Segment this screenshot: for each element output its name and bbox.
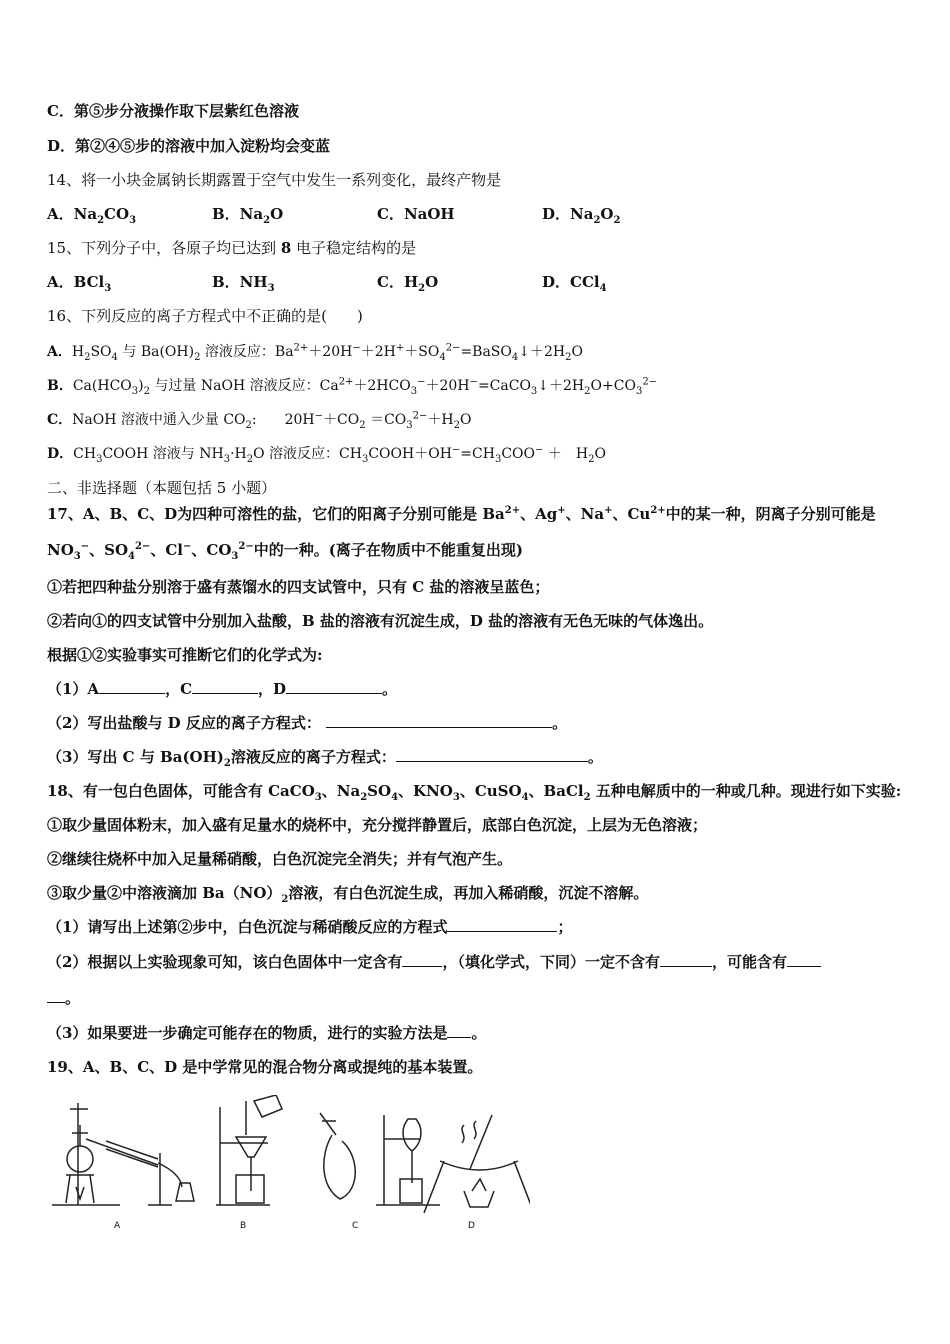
- answer-blank[interactable]: [787, 952, 821, 967]
- q18-step-3: ③取少量②中溶液滴加 $Ba(NO)_2$溶液，有白色沉淀生成，再加入稀硝酸，沉淀不溶解。: [47, 884, 649, 905]
- caption-c: C: [352, 1221, 359, 1231]
- q17-part-2: （2）写出盐酸与 D 反应的离子方程式： 。: [47, 714, 568, 732]
- evaporation-apparatus: [424, 1115, 530, 1213]
- q18-step-1: ①取少量固体粉末，加入盛有足量水的烧杯中，充分搅拌静置后，底部白色沉淀，上层为无色溶液；: [47, 816, 708, 834]
- q17-part-3: （3）写出 C 与 $Ba(OH)_2$溶液反应的离子方程式： 。: [47, 748, 603, 769]
- q14-option-c: C．NaOH: [377, 205, 455, 223]
- q13-option-c: C．第⑤步分液操作取下层紫红色溶液: [47, 102, 299, 120]
- q18-part-1: （1）请写出上述第②步中，白色沉淀与稀硝酸反应的方程式 ；: [47, 918, 573, 936]
- q18-part-2-cont: 。: [47, 988, 80, 1008]
- q15-option-d: D．CCl$_4$: [542, 273, 607, 294]
- answer-blank[interactable]: [326, 713, 552, 728]
- q15-options: [47, 272, 927, 292]
- q17-instruction: 根据①②实验事实可推断它们的化学式为:: [47, 646, 323, 664]
- distillation-apparatus: [52, 1103, 194, 1205]
- answer-blank[interactable]: [47, 988, 65, 1003]
- q16-option-a: A．$H_2SO_4$ 与 $Ba(OH)_2$ 溶液反应：$Ba^{2+}+20H^-+2H^++SO_4^{2-}=BaSO_4↓+2H_2O$: [47, 342, 583, 363]
- q19-stem: 19、A、B、C、D 是中学常见的混合物分离或提纯的基本装置。: [47, 1058, 483, 1076]
- q17-condition-2: ②若向①的四支试管中分别加入盐酸，B 盐的溶液有沉淀生成，D 盐的溶液有无色无味的气体逸出。: [47, 612, 714, 630]
- q17-stem-line2: $NO_3^-$、$SO_4^{2-}$、Cl−、$CO_3^{2-}$中的一种。(离子在物质中不能重复出现): [47, 541, 523, 562]
- q15-option-a: A．BCl$_3$: [47, 273, 112, 294]
- q14-option-d: D．$Na_2O_2$: [542, 205, 621, 226]
- section-title: 二、非选择题（本题包括 5 小题）: [47, 479, 277, 497]
- q17-condition-1: ①若把四种盐分别溶于盛有蒸馏水的四支试管中，只有 C 盐的溶液呈蓝色；: [47, 578, 550, 596]
- q17-part-1: （1）A ，C ，D 。: [47, 680, 398, 698]
- answer-blank[interactable]: [396, 747, 588, 762]
- q16-option-b: B．$Ca(HCO_3)_2$ 与过量 NaOH 溶液反应：$Ca^{2+}+2HCO_3^-+20H^-=CaCO_3↓+2H_2O+CO_3^{2-}$: [47, 376, 658, 397]
- q14-stem: 14、将一小块金属钠长期露置于空气中发生一系列变化，最终产物是: [47, 171, 502, 189]
- q15-option-c: C．$H_2O$: [377, 273, 439, 294]
- answer-blank[interactable]: [192, 679, 258, 694]
- answer-blank[interactable]: [447, 917, 557, 932]
- q16-option-d: D．$CH_3COOH$ 溶液与 $NH_3\cdot H_2O$ 溶液反应：$CH_3COOH+OH^-=CH_3COO^-$ ＋ $H_2O$: [47, 444, 606, 465]
- q16-stem: 16、下列反应的离子方程式中不正确的是( ): [47, 307, 363, 325]
- q18-part-3: （3）如果要进一步确定可能存在的物质，进行的实验方法是 。: [47, 1024, 487, 1042]
- q16-option-c: C．NaOH 溶液中通入少量 $CO_2$: $20H^-+CO_2 =CO_3^{2-}+H_2O$: [47, 410, 472, 431]
- answer-blank[interactable]: [660, 952, 712, 967]
- q13-option-d: D．第②④⑤步的溶液中加入淀粉均会变蓝: [47, 137, 331, 155]
- caption-a: A: [114, 1221, 121, 1231]
- q14-option-b: B．$Na_2O$: [212, 205, 284, 226]
- q14-options: [47, 204, 927, 224]
- q14-option-a: A．$Na_2CO_3$: [47, 205, 137, 226]
- q18-stem: 18、有一包白色固体，可能含有 CaCO$_3$、$Na_2SO_4$、$KNO_3$、CuSO$_4$、BaCl$_2$ 五种电解质中的一种或几种。现进行如下实验:: [47, 782, 902, 803]
- filtration-apparatus: [216, 1095, 282, 1205]
- answer-blank[interactable]: [99, 679, 165, 694]
- q17-stem-line1: 17、A、B、C、D为四种可溶性的盐，它们的阳离子分别可能是 $Ba^{2+}$、Ag+、Na+、$Cu^{2+}$中的某一种，阴离子分别可能是: [47, 505, 876, 523]
- q15-stem: 15、下列分子中，各原子均已达到 8 电子稳定结构的是: [47, 239, 417, 257]
- separatory-apparatus: [320, 1113, 440, 1205]
- answer-blank[interactable]: [447, 1023, 471, 1038]
- q18-part-2: （2）根据以上实验现象可知，该白色固体中一定含有 ，（填化学式，下同）一定不含有 ，可能含有: [47, 952, 821, 972]
- answer-blank[interactable]: [402, 952, 442, 967]
- answer-blank[interactable]: [286, 679, 382, 694]
- q15-option-b: B．$NH_3$: [212, 273, 275, 294]
- apparatus-figure: [40, 1095, 530, 1249]
- caption-d: D: [468, 1221, 475, 1231]
- caption-b: B: [240, 1221, 247, 1231]
- q18-step-2: ②继续往烧杯中加入足量稀硝酸，白色沉淀完全消失；并有气泡产生。: [47, 850, 513, 868]
